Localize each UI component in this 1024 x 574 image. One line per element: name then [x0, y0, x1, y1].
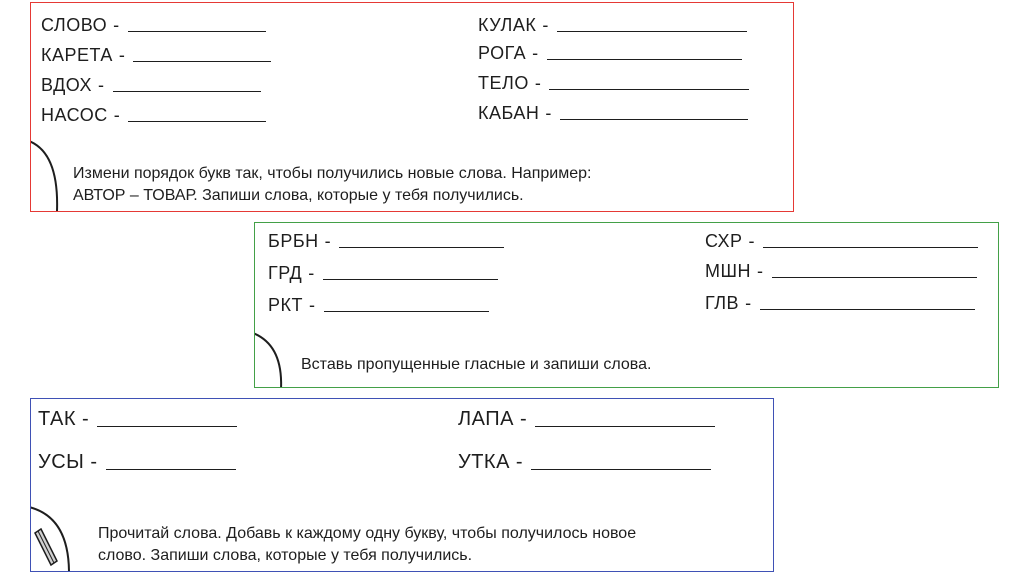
word-row — [705, 261, 977, 282]
word: КАБАН — [478, 103, 540, 123]
word-row — [38, 408, 237, 431]
dash: - — [745, 293, 752, 313]
word: ЛАПА — [458, 408, 514, 430]
exercise-3-panel — [30, 398, 774, 572]
answer-line[interactable] — [547, 58, 742, 60]
answer-line[interactable] — [772, 276, 977, 278]
dash: - — [113, 105, 121, 125]
answer-line[interactable] — [113, 90, 261, 92]
dash: - — [748, 231, 755, 251]
word: МШН — [705, 261, 751, 281]
word-row — [458, 408, 715, 431]
word: КАРЕТА — [41, 45, 113, 65]
dash: - — [534, 73, 542, 93]
word: ГЛВ — [705, 293, 740, 313]
word-row — [41, 105, 266, 126]
word-row — [478, 103, 748, 124]
word: КУЛАК — [478, 15, 537, 35]
word: ВДОХ — [41, 75, 92, 95]
dash: - — [757, 261, 764, 281]
word-row — [478, 73, 749, 94]
word-row — [478, 43, 742, 64]
answer-line[interactable] — [323, 278, 498, 280]
dash: - — [98, 75, 105, 95]
dash: - — [90, 451, 98, 473]
instruction-line: Прочитай слова. Добавь к каждому одну букву, чтобы получилось новое — [98, 525, 637, 542]
answer-line[interactable] — [339, 246, 504, 248]
instruction-line: слово. Запиши слова, которые у тебя получились. — [98, 547, 473, 564]
dash: - — [309, 295, 316, 315]
answer-line[interactable] — [760, 308, 975, 310]
word-row — [478, 15, 747, 36]
dash: - — [515, 451, 524, 473]
word: ГРД — [268, 263, 303, 283]
instruction-text — [98, 523, 636, 567]
word-row — [268, 295, 489, 316]
answer-line[interactable] — [128, 30, 266, 32]
answer-line[interactable] — [557, 30, 747, 32]
word-row — [458, 451, 711, 474]
word-row — [705, 293, 975, 314]
pencil-icon — [30, 133, 69, 212]
word: РОГА — [478, 43, 527, 63]
word-row — [38, 451, 236, 474]
exercise-2-panel — [254, 222, 999, 388]
word: СХР — [705, 231, 743, 251]
dash: - — [308, 263, 315, 283]
dash: - — [545, 103, 552, 123]
answer-line[interactable] — [549, 88, 749, 90]
pencil-icon — [254, 327, 293, 388]
answer-line[interactable] — [531, 468, 711, 470]
instruction-text — [73, 163, 591, 207]
word-row — [705, 231, 978, 252]
dash: - — [532, 43, 539, 63]
word: БРБН — [268, 231, 319, 251]
word-row — [41, 15, 266, 36]
exercise-1-panel — [30, 2, 794, 212]
word: УСЫ — [38, 451, 85, 473]
answer-line[interactable] — [763, 246, 978, 248]
dash: - — [542, 15, 549, 35]
answer-line[interactable] — [97, 425, 237, 427]
answer-line[interactable] — [535, 425, 715, 427]
word-row — [41, 45, 271, 66]
answer-line[interactable] — [133, 60, 271, 62]
answer-line[interactable] — [324, 310, 489, 312]
dash: - — [324, 231, 332, 251]
word: НАСОС — [41, 105, 108, 125]
answer-line[interactable] — [560, 118, 748, 120]
answer-line[interactable] — [106, 468, 236, 470]
dash: - — [519, 408, 528, 430]
instruction-line: АВТОР – ТОВАР. Запиши слова, которые у тебя получились. — [73, 187, 524, 204]
answer-line[interactable] — [128, 120, 266, 122]
word: ТАК — [38, 408, 77, 430]
pencil-icon — [30, 503, 79, 572]
word-row — [268, 263, 498, 284]
word-row — [268, 231, 504, 252]
instruction-line: Вставь пропущенные гласные и запиши слова. — [301, 356, 652, 373]
dash: - — [82, 408, 90, 430]
word-row — [41, 75, 261, 96]
word: РКТ — [268, 295, 303, 315]
word: УТКА — [458, 451, 510, 473]
instruction-line: Измени порядок букв так, чтобы получились новые слова. Например: — [73, 165, 592, 182]
word: ТЕЛО — [478, 73, 529, 93]
word: СЛОВО — [41, 15, 108, 35]
dash: - — [113, 15, 120, 35]
dash: - — [118, 45, 126, 65]
instruction-text — [301, 354, 651, 376]
